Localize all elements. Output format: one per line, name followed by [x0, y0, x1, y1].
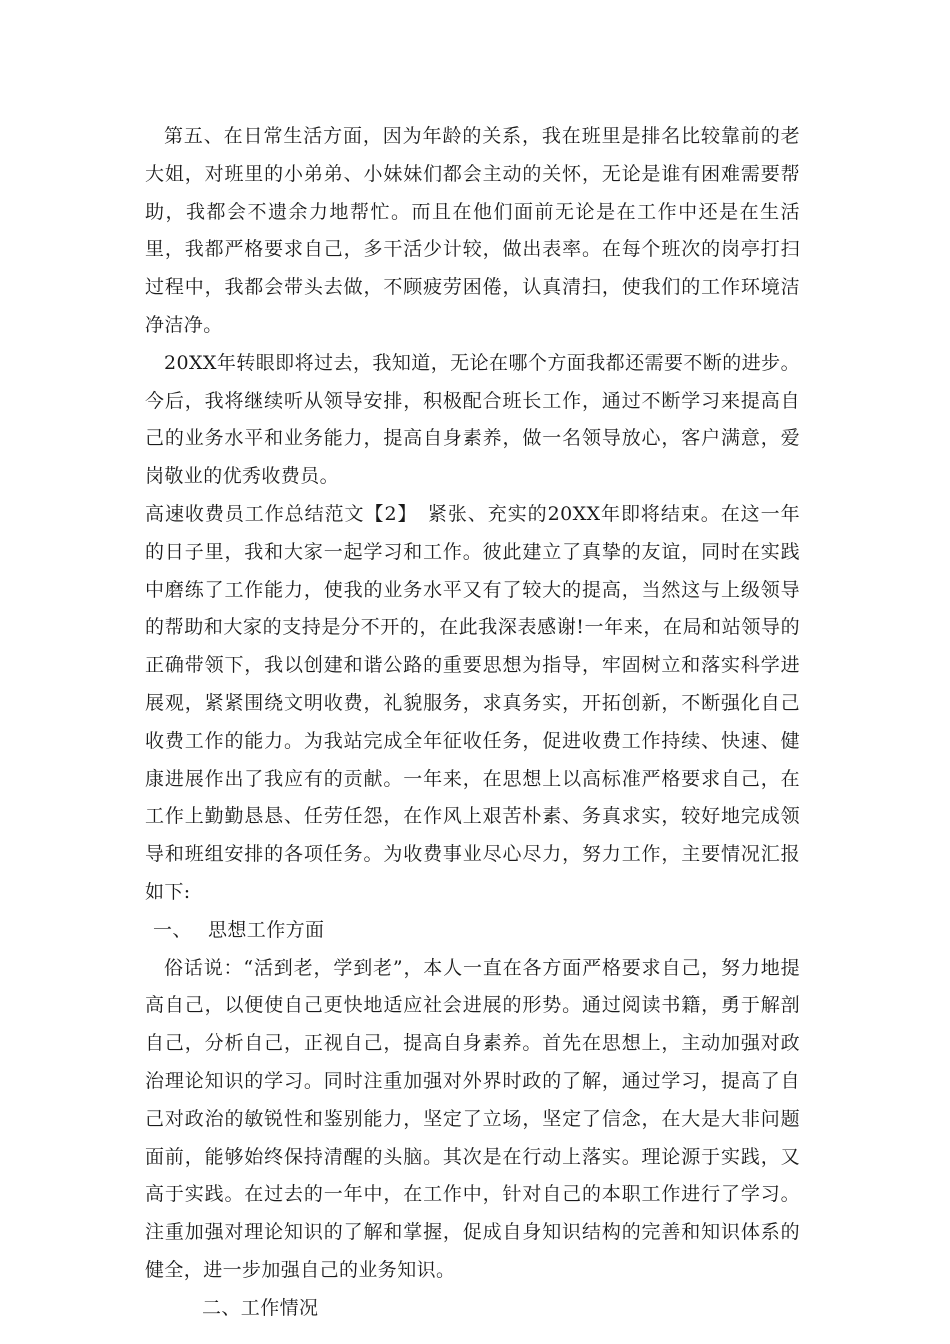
- section-heading-work: 二、工作情况: [202, 1296, 319, 1319]
- paragraph-daily-life: 第五、在日常生活方面，因为年龄的关系，我在班里是排名比较靠前的老大姐，对班里的小弟弟、小妹妹们都会主动的关怀，无论是谁有困难需要帮助，我都会不遗余力地帮忙。而且在他们面前无论是在工作中还是在生活里，我都严格要求自己，多干活少计较，做出表率。在每个班次的岗亭打扫过程中，我都会带头去做，不顾疲劳困倦，认真清扫，使我们的工作环境洁净洁净。: [145, 125, 800, 336]
- paragraph-ideology: 俗话说：“活到老，学到老”，本人一直在各方面严格要求自己，努力地提高自己，以便使自己更快地适应社会进展的形势。通过阅读书籍，勇于解剖自己，分析自己，正视自己，提高自身素养。首先在思想上，主动加强对政治理论知识的学习。同时注重加强对外界时政的了解，通过学习，提高了自己对政治的敏锐性和鉴别能力，坚定了立场，坚定了信念，在大是大非问题面前，能够始终保持清醒的头脑。其次是在行动上落实。理论源于实践，又高于实践。在过去的一年中，在工作中，针对自己的本职工作进行了学习。注重加强对理论知识的了解和掌握，促成自身知识结构的完善和知识体系的健全，进一步加强自己的业务知识。: [145, 956, 800, 1281]
- section-number: 一、: [153, 918, 192, 941]
- section-heading-ideology: [145, 912, 800, 950]
- paragraph-year-outlook: 20XX年转眼即将过去，我知道，无论在哪个方面我都还需要不断的进步。今后，我将继续听从领导安排，积极配合班长工作，通过不断学习来提高自己的业务水平和业务能力，提高自身素养，做一名领导放心，客户满意，爱岗敬业的优秀收费员。: [145, 351, 800, 488]
- section-title: 思想工作方面: [208, 918, 325, 941]
- paragraph-summary-intro: 高速收费员工作总结范文【2】 紧张、充实的20XX年即将结束。在这一年的日子里，我和大家一起学习和工作。彼此建立了真挚的友谊，同时在实践中磨练了工作能力，使我的业务水平又有了较大的提高，当然这与上级领导的帮助和大家的支持是分不开的，在此我深表感谢!一年来，在局和站领导的正确带领下，我以创建和谐公路的重要思想为指导，牢固树立和落实科学进展观，紧紧围绕文明收费，礼貌服务，求真务实，开拓创新，不断强化自己收费工作的能力。为我站完成全年征收任务，促进收费工作持续、快速、健康进展作出了我应有的贡献。一年来，在思想上以高标准严格要求自己，在工作上勤勤恳恳、任劳任怨，在作风上艰苦朴素、务真求实，较好地完成领导和班组安排的各项任务。为收费事业尽心尽力，努力工作，主要情况汇报如下:: [145, 502, 800, 903]
